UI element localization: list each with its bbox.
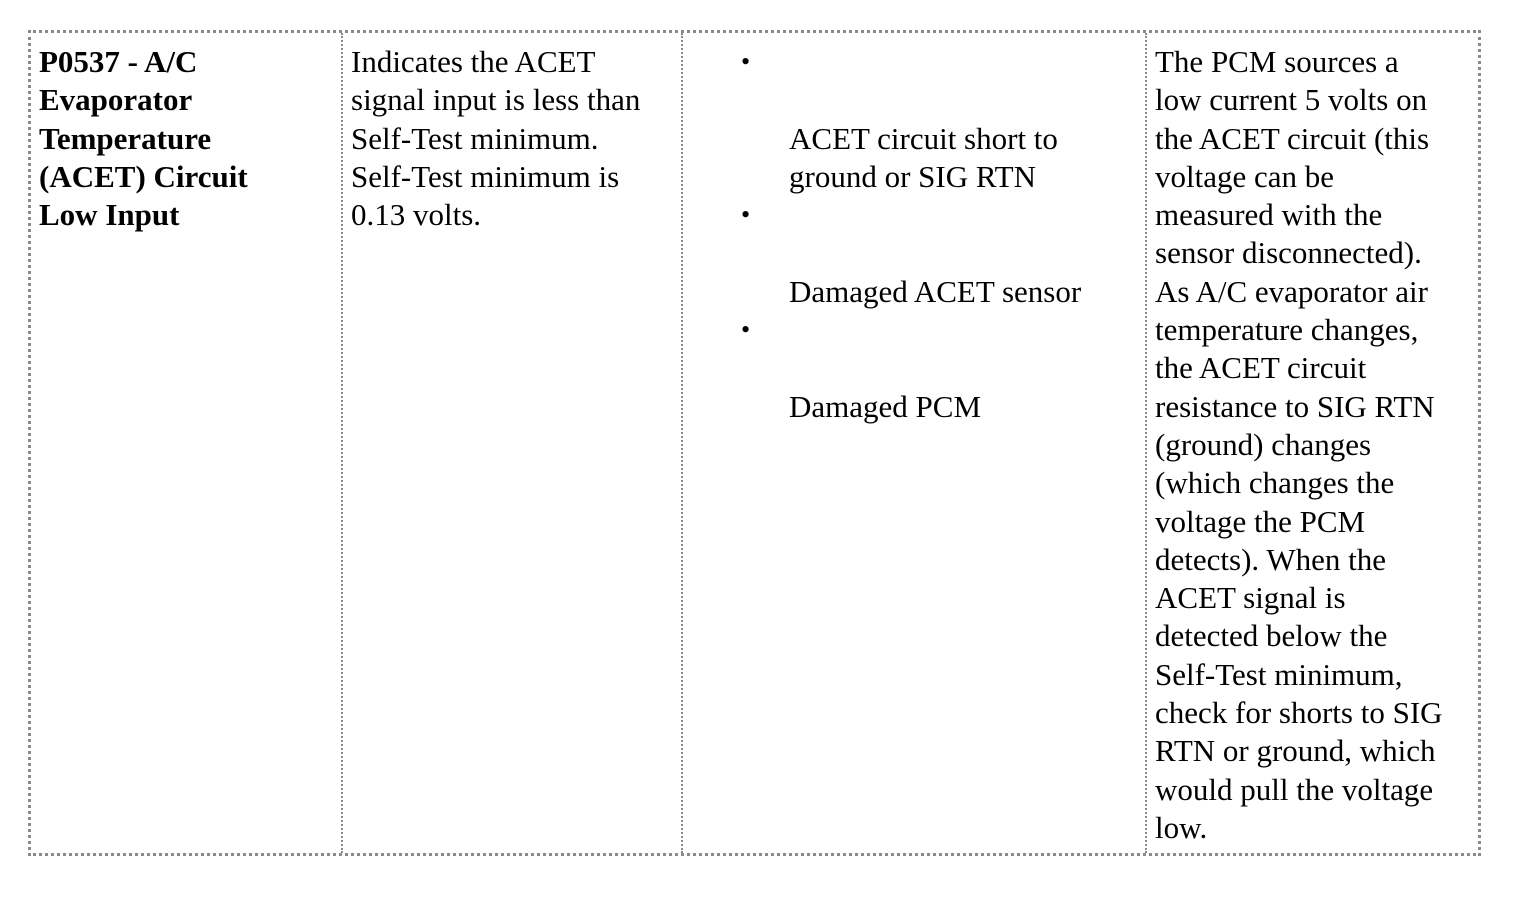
cause-text: Damaged PCM xyxy=(789,388,982,424)
list-item xyxy=(691,311,1139,426)
condition-text: Indicates the ACET signal input is less than Self-Test minimum. Self-Test minimum is 0.13 volts. xyxy=(351,44,641,233)
list-item xyxy=(691,196,1139,311)
dtc-code-title: P0537 - A/C Evaporator Temperature (ACET) Circuit Low Input xyxy=(39,44,248,233)
dtc-table xyxy=(28,30,1481,856)
possible-causes-list xyxy=(691,43,1139,426)
possible-causes-cell xyxy=(681,33,1145,853)
diagnostic-action-cell xyxy=(1145,33,1478,853)
table-row xyxy=(31,33,1478,853)
bullet-icon: • xyxy=(741,47,751,76)
cause-text: ACET circuit short to ground or SIG RTN xyxy=(789,120,1058,194)
list-item xyxy=(691,43,1139,196)
bullet-icon: • xyxy=(741,315,751,345)
dtc-code-cell xyxy=(31,33,341,853)
diagnostic-action-text: The PCM sources a low current 5 volts on the ACET circuit (this voltage can be measured with the sensor disconnected). As A/C evaporator air temperature changes, the ACET circuit resistance to SIG RTN (ground) changes (which changes the voltage the PCM detects). When the ACET signal is detected below the Self-Test minimum, check for shorts to SIG RTN or ground, which would pull the voltage low. xyxy=(1155,44,1443,845)
bullet-icon: • xyxy=(741,200,751,230)
cause-text: Damaged ACET sensor xyxy=(789,273,1082,309)
condition-cell xyxy=(341,33,681,853)
